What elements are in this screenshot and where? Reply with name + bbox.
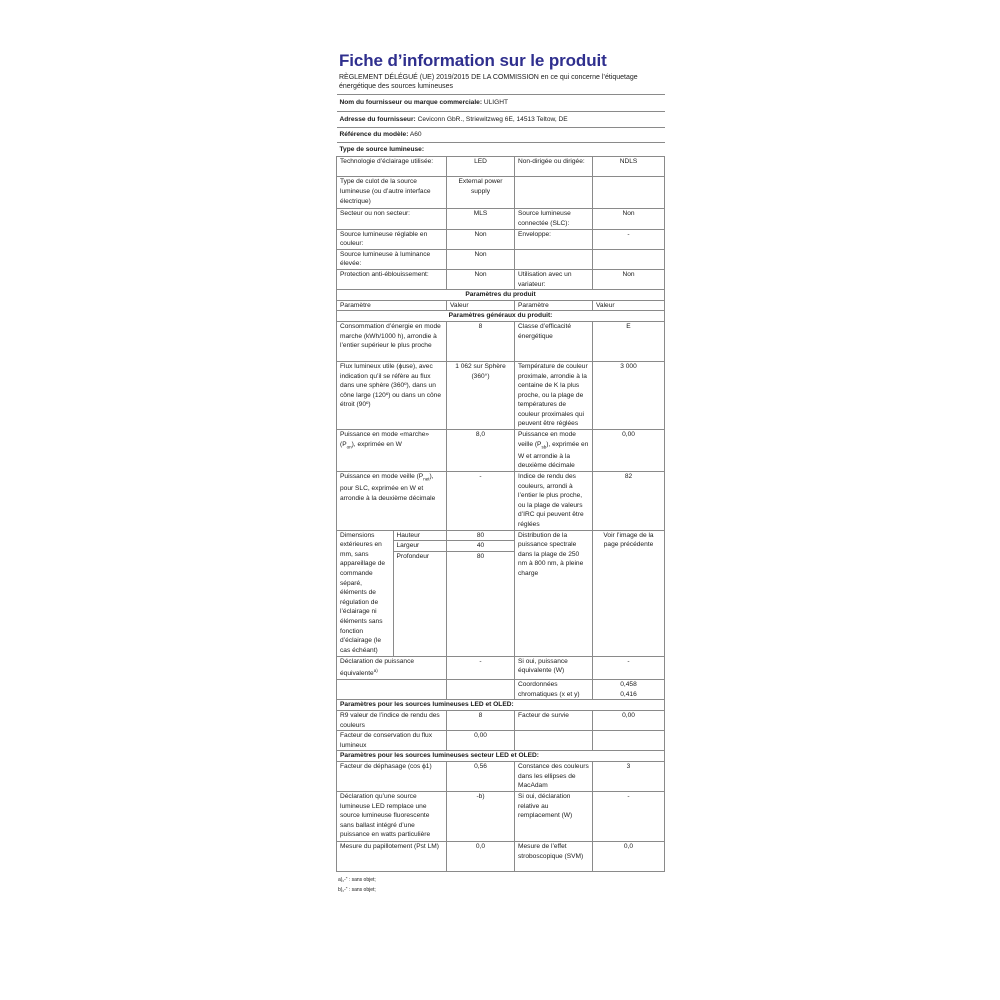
general-row [337, 361, 665, 429]
type-label: Source lumineuse à luminance élevée: [337, 249, 447, 269]
mains-header: Paramètres pour les sources lumineuses secteur LED et OLED: [337, 751, 665, 762]
chroma-values [593, 680, 665, 700]
general-value: 8 [447, 321, 515, 361]
address-row [337, 111, 665, 128]
type-label: Protection anti-éblouissement: [337, 269, 447, 289]
chroma-x: 0,458 [620, 681, 637, 689]
mains-label-2: Constance des couleurs dans les ellipses de MacAdam [515, 761, 593, 791]
mains-row [337, 791, 665, 841]
col-param-2: Paramètre [515, 300, 593, 311]
type-row [337, 177, 665, 209]
led-label-2 [515, 731, 593, 751]
type-value: Non [447, 269, 515, 289]
product-table [336, 94, 665, 872]
type-value-2: NDLS [593, 157, 665, 177]
general-row [337, 430, 665, 472]
mains-section [337, 761, 665, 871]
general-label: Puissance en mode «marche» $(P_{on})$, exprimée en W [337, 430, 447, 472]
footnote-b: b)„-“ : sans objet; [338, 886, 376, 893]
column-header-row [337, 300, 665, 311]
col-value-2: Valeur [593, 300, 665, 311]
dim-depth-label: Profondeur [396, 552, 430, 560]
general-row [337, 472, 665, 531]
params-header-row [337, 290, 665, 301]
equivalent-value: - [447, 656, 515, 679]
mains-label-2: Mesure de l’effet stroboscopique (SVM) [515, 841, 593, 871]
model-value: A60 [409, 131, 422, 139]
type-value: MLS [447, 209, 515, 229]
model-label: Référence du modèle: [339, 131, 409, 139]
type-value-2 [593, 177, 665, 209]
general-value-2: E [593, 321, 665, 361]
dim-width-value: 40 [447, 541, 514, 552]
regulation-subtitle: RÈGLEMENT DÉLÉGUÉ (UE) 2019/2015 DE LA COMMISSION en ce qui concerne l’étiquetage énergétique des sources lumineuses [339, 74, 638, 90]
led-label: Facteur de conservation du flux lumineux [337, 731, 447, 751]
type-row [337, 269, 665, 289]
equivalent-watts-value: - [593, 656, 665, 679]
mains-value-2: 0,0 [593, 841, 665, 871]
dim-height-label: Hauteur [393, 531, 447, 541]
general-value-2: 3 000 [593, 361, 665, 429]
mains-label-2: Si oui, déclaration relative au remplacement (W) [515, 791, 593, 841]
spectral-distribution-label: Distribution de la puissance spectrale dans la plage de 250 nm à 800 nm, à pleine charge [515, 530, 593, 656]
chroma-label: Coordonnées chromatiques (x et y) [515, 680, 593, 700]
mains-header-row [337, 751, 665, 762]
type-row [337, 157, 665, 177]
footnote-a: a)„-“ : sans objet; [338, 876, 376, 883]
product-information-sheet [336, 47, 664, 896]
type-value: Non [447, 249, 515, 269]
type-row [337, 229, 665, 249]
dimensions-row [337, 530, 665, 656]
led-value: 8 [447, 710, 515, 730]
general-label: Puissance en mode veille $(P_{net})$, pour SLC, exprimée en W et arrondie à la deuxième décimale [337, 472, 447, 531]
type-label-2: Non-dirigée ou dirigée: [515, 157, 593, 177]
general-label-2: Classe d’efficacité énergétique [515, 321, 593, 361]
type-label-2 [515, 249, 593, 269]
params-header: Paramètres du produit [337, 290, 665, 301]
dim-width-label: Largeur [393, 541, 447, 552]
type-value: LED [447, 157, 515, 177]
general-header-row [337, 311, 665, 322]
led-value: 0,00 [447, 731, 515, 751]
general-header: Paramètres généraux du produit: [337, 311, 665, 322]
page-title: Fiche d’information sur le produit [339, 51, 607, 70]
type-label-2: Enveloppe: [515, 229, 593, 249]
dim-height-value: 80 [447, 531, 514, 542]
led-label-2: Facteur de survie [515, 710, 593, 730]
equivalent-row [337, 656, 665, 679]
mains-label: Mesure du papillotement (Pst LM) [337, 841, 447, 871]
type-value-2 [593, 249, 665, 269]
type-value-2: Non [593, 209, 665, 229]
col-value-1: Valeur [447, 300, 515, 311]
type-value: External power supply [447, 177, 515, 209]
mains-value: 0,0 [447, 841, 515, 871]
address-value: Ceviconn GbR., Striewitzweg 6E, 14513 Teltow, DE [417, 115, 568, 123]
general-value: 8,0 [447, 430, 515, 472]
type-label-2: Utilisation avec un variateur: [515, 269, 593, 289]
type-label: Source lumineuse réglable en couleur: [337, 229, 447, 249]
led-section [337, 710, 665, 750]
supplier-value: ULIGHT [483, 99, 509, 106]
led-row [337, 731, 665, 751]
general-label-2: Indice de rendu des couleurs, arrondi à l’entier le plus proche, ou la plage de valeurs d’IRC qui peuvent être réglées [515, 472, 593, 531]
footnotes [338, 876, 664, 894]
col-param-1: Paramètre [337, 300, 447, 311]
supplier-label: Nom du fournisseur ou marque commerciale: [339, 99, 483, 106]
led-header: Paramètres pour les sources lumineuses LED et OLED: [337, 700, 665, 711]
general-value-2: 82 [593, 472, 665, 531]
type-label: Type de culot de la source lumineuse (ou d’autre interface électrique) [337, 177, 447, 209]
general-value-2: 0,00 [593, 430, 665, 472]
type-value-2: Non [593, 269, 665, 289]
general-label-2: Puissance en mode veille $(P_{sb})$, exprimée en W et arrondie à la deuxième décimale [515, 430, 593, 472]
general-value: - [447, 472, 515, 531]
led-value-2: 0,00 [593, 710, 665, 730]
type-row [337, 249, 665, 269]
mains-value: -b) [447, 791, 515, 841]
general-label-2: Température de couleur proximale, arrondie à la centaine de K la plus proche, ou la plage de températures de couleur proximales qui peuvent être réglées [515, 361, 593, 429]
mains-label: Facteur de déphasage (cos ϕ1) [337, 761, 447, 791]
type-value-2: - [593, 229, 665, 249]
address-label: Adresse du fournisseur: [339, 115, 416, 123]
general-section [337, 321, 665, 530]
type-header-row [337, 142, 665, 157]
type-label-2 [515, 177, 593, 209]
mains-row [337, 841, 665, 871]
mains-value: 0,56 [447, 761, 515, 791]
equivalent-label: Déclaration de puissance équivalente$^{a)}$ [337, 656, 447, 679]
chroma-row [337, 680, 665, 700]
type-section [337, 157, 665, 290]
dimensions-label: Dimensions extérieures en mm, sans appareillage de commande séparé, éléments de régulation de l’éclairage ni éléments sans fonction d’éclairage (le cas échéant) [337, 531, 393, 656]
supplier-row [337, 95, 665, 112]
mains-label: Déclaration qu’une source lumineuse LED remplace une source lumineuse fluorescente sans ballast intégré d’une puissance en watts particulière [337, 791, 447, 841]
type-label-2: Source lumineuse connectée (SLC): [515, 209, 593, 229]
led-header-row [337, 700, 665, 711]
led-row [337, 710, 665, 730]
type-header: Type de source lumineuse: [337, 142, 665, 157]
type-label: Technologie d’éclairage utilisée: [337, 157, 447, 177]
led-value-2 [593, 731, 665, 751]
mains-value-2: - [593, 791, 665, 841]
mains-row [337, 761, 665, 791]
dim-depth-value: 80 [476, 552, 485, 560]
mains-value-2: 3 [593, 761, 665, 791]
general-row [337, 321, 665, 361]
type-value: Non [447, 229, 515, 249]
led-label: R9 valeur de l’indice de rendu des couleurs [337, 710, 447, 730]
chroma-y: 0,416 [620, 690, 637, 698]
general-label: Flux lumineux utile (ϕuse), avec indication qu’il se réfère au flux dans une sphère (360º), dans un cône large (120º) ou dans un cône étroit (90º) [337, 361, 447, 429]
spectral-distribution-value: Voir l’image de la page précédente [593, 530, 665, 656]
equivalent-watts-label: Si oui, puissance équivalente (W) [515, 656, 593, 679]
general-label: Consommation d’énergie en mode marche (kWh/1000 h), arrondie à l’entier supérieur le plus proche [337, 321, 447, 361]
general-value: 1 062 sur Sphère (360°) [447, 361, 515, 429]
type-row [337, 209, 665, 229]
model-row [337, 128, 665, 143]
type-label: Secteur ou non secteur: [337, 209, 447, 229]
